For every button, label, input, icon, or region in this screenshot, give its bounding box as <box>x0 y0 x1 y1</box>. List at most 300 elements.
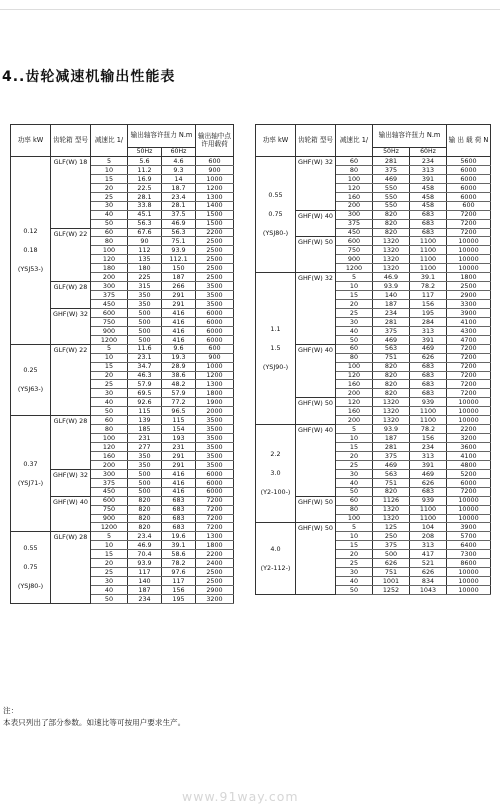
torque-50hz-cell: 139 <box>128 416 162 425</box>
load-cell: 7200 <box>447 219 491 228</box>
torque-60hz-cell: 391 <box>410 460 447 469</box>
torque-50hz-cell: 820 <box>128 523 162 532</box>
torque-50hz-cell: 375 <box>373 541 410 550</box>
load-cell: 6000 <box>447 192 491 201</box>
ratio-cell: 600 <box>336 237 373 246</box>
torque-60hz-cell: 416 <box>162 326 196 335</box>
torque-60hz-cell: 291 <box>162 291 196 300</box>
torque-50hz-cell: 23.4 <box>128 532 162 541</box>
torque-50hz-cell: 820 <box>373 371 410 380</box>
ratio-cell: 25 <box>91 568 128 577</box>
torque-60hz-cell: 19.3 <box>162 353 196 362</box>
load-cell: 3900 <box>447 308 491 317</box>
ratio-cell: 20 <box>336 550 373 559</box>
torque-60hz-cell: 1100 <box>410 416 447 425</box>
ratio-cell: 25 <box>91 192 128 201</box>
ratio-cell: 80 <box>336 353 373 362</box>
torque-60hz-cell: 28.1 <box>162 201 196 210</box>
ratio-cell: 10 <box>91 165 128 174</box>
torque-50hz-cell: 820 <box>373 219 410 228</box>
torque-50hz-cell: 500 <box>373 550 410 559</box>
torque-50hz-cell: 350 <box>128 291 162 300</box>
torque-60hz-cell: 39.1 <box>410 273 447 282</box>
ratio-cell: 60 <box>336 496 373 505</box>
torque-50hz-cell: 33.8 <box>128 201 162 210</box>
ratio-cell: 5 <box>336 273 373 282</box>
torque-50hz-cell: 563 <box>373 469 410 478</box>
watermark: www.91way.com <box>182 789 299 804</box>
torque-50hz-cell: 70.4 <box>128 550 162 559</box>
torque-60hz-cell: 46.9 <box>162 219 196 228</box>
torque-60hz-cell: 97.6 <box>162 568 196 577</box>
load-cell: 5600 <box>447 157 491 166</box>
torque-50hz-cell: 67.6 <box>128 228 162 237</box>
torque-50hz-cell: 187 <box>373 434 410 443</box>
torque-50hz-cell: 11.2 <box>128 165 162 174</box>
torque-50hz-cell: 234 <box>128 594 162 603</box>
torque-60hz-cell: 683 <box>162 523 196 532</box>
torque-60hz-cell: 683 <box>410 380 447 389</box>
footnote <box>3 705 185 729</box>
torque-50hz-cell: 1320 <box>373 407 410 416</box>
torque-50hz-cell: 69.5 <box>128 389 162 398</box>
power-label: 1.1 <box>270 325 281 334</box>
torque-60hz-cell: 391 <box>410 174 447 183</box>
ratio-cell: 5 <box>91 344 128 353</box>
load-cell: 7200 <box>447 210 491 219</box>
torque-50hz-cell: 1320 <box>373 514 410 523</box>
table-row <box>11 157 234 166</box>
torque-50hz-cell: 90 <box>128 237 162 246</box>
power-label: (YSJ80-) <box>17 582 44 591</box>
table-row <box>11 416 234 425</box>
ratio-cell: 5 <box>336 425 373 434</box>
torque-60hz-cell: 416 <box>162 317 196 326</box>
ratio-cell: 100 <box>336 514 373 523</box>
torque-50hz-cell: 820 <box>373 210 410 219</box>
ratio-cell: 1200 <box>91 523 128 532</box>
load-cell: 7200 <box>447 362 491 371</box>
torque-60hz-cell: 78.2 <box>410 282 447 291</box>
torque-60hz-cell: 313 <box>410 451 447 460</box>
ratio-cell: 160 <box>336 192 373 201</box>
torque-50hz-cell: 500 <box>128 326 162 335</box>
ratio-cell: 100 <box>91 246 128 255</box>
load-cell: 4100 <box>447 317 491 326</box>
power-label: 1.5 <box>270 344 281 353</box>
torque-60hz-cell: 1100 <box>410 505 447 514</box>
ratio-cell: 450 <box>91 300 128 309</box>
ratio-cell: 5 <box>336 523 373 532</box>
ratio-cell: 200 <box>91 460 128 469</box>
torque-60hz-cell: 416 <box>162 487 196 496</box>
torque-50hz-cell: 350 <box>128 460 162 469</box>
load-cell: 3500 <box>196 443 234 452</box>
load-cell: 4300 <box>447 326 491 335</box>
power-label: 0.55 <box>268 191 283 200</box>
torque-50hz-cell: 820 <box>373 228 410 237</box>
ratio-cell: 160 <box>91 451 128 460</box>
col-header-power: 功率 kW <box>11 125 51 157</box>
ratio-cell: 100 <box>336 174 373 183</box>
torque-60hz-cell: 626 <box>410 353 447 362</box>
ratio-cell: 750 <box>91 317 128 326</box>
ratio-cell: 200 <box>91 273 128 282</box>
power-label: 4.0 <box>270 544 281 553</box>
torque-50hz-cell: 751 <box>373 568 410 577</box>
torque-60hz-cell: 291 <box>162 451 196 460</box>
torque-50hz-cell: 277 <box>128 443 162 452</box>
torque-50hz-cell: 315 <box>128 282 162 291</box>
ratio-cell: 20 <box>91 183 128 192</box>
torque-60hz-cell: 231 <box>162 443 196 452</box>
load-cell: 600 <box>447 201 491 210</box>
torque-60hz-cell: 156 <box>410 434 447 443</box>
torque-60hz-cell: 313 <box>410 326 447 335</box>
torque-50hz-cell: 46.3 <box>128 371 162 380</box>
torque-60hz-cell: 93.9 <box>162 246 196 255</box>
load-cell: 6000 <box>447 478 491 487</box>
load-cell: 6000 <box>196 308 234 317</box>
power-cell <box>11 532 51 604</box>
torque-60hz-cell: 469 <box>410 344 447 353</box>
ratio-cell: 30 <box>336 568 373 577</box>
ratio-cell: 25 <box>336 559 373 568</box>
torque-60hz-cell: 939 <box>410 398 447 407</box>
ratio-cell: 600 <box>91 308 128 317</box>
ratio-cell: 10 <box>336 532 373 541</box>
torque-60hz-cell: 291 <box>162 300 196 309</box>
torque-50hz-cell: 563 <box>373 344 410 353</box>
load-cell: 2900 <box>196 586 234 595</box>
right-performance-table <box>255 124 491 595</box>
torque-50hz-cell: 375 <box>373 326 410 335</box>
torque-60hz-cell: 683 <box>410 371 447 380</box>
ratio-cell: 1200 <box>336 264 373 273</box>
torque-50hz-cell: 350 <box>128 451 162 460</box>
torque-50hz-cell: 22.5 <box>128 183 162 192</box>
load-cell: 3200 <box>196 594 234 603</box>
load-cell: 3500 <box>196 434 234 443</box>
ratio-cell: 300 <box>91 469 128 478</box>
load-cell: 10000 <box>447 505 491 514</box>
ratio-cell: 30 <box>91 577 128 586</box>
ratio-cell: 120 <box>91 443 128 452</box>
load-cell: 7200 <box>196 505 234 514</box>
load-cell: 3600 <box>447 443 491 452</box>
load-cell: 7200 <box>447 353 491 362</box>
col-header-ratio: 减速比 1/ <box>91 125 128 157</box>
load-cell: 900 <box>196 353 234 362</box>
load-cell: 7200 <box>447 344 491 353</box>
torque-50hz-cell: 751 <box>373 478 410 487</box>
torque-50hz-cell: 46.9 <box>128 541 162 550</box>
ratio-cell: 900 <box>91 514 128 523</box>
gear-model-cell: GHF(W) 50 <box>296 237 336 273</box>
ratio-cell: 120 <box>336 183 373 192</box>
torque-60hz-cell: 458 <box>410 192 447 201</box>
gear-model-cell: GHF(W) 50 <box>296 398 336 425</box>
power-label: 3.0 <box>270 469 281 478</box>
ratio-cell: 50 <box>336 335 373 344</box>
torque-50hz-cell: 500 <box>128 308 162 317</box>
table-row <box>256 425 491 434</box>
col-header-ratio: 减速比 1/ <box>336 125 373 157</box>
torque-60hz-cell: 939 <box>410 496 447 505</box>
torque-60hz-cell: 1100 <box>410 237 447 246</box>
ratio-cell: 15 <box>336 291 373 300</box>
load-cell: 1300 <box>196 192 234 201</box>
ratio-cell: 375 <box>336 219 373 228</box>
torque-50hz-cell: 1001 <box>373 577 410 586</box>
load-cell: 7300 <box>447 550 491 559</box>
load-cell: 6000 <box>196 469 234 478</box>
gear-model-cell: GLF(W) 18 <box>51 157 91 229</box>
torque-50hz-cell: 93.9 <box>373 425 410 434</box>
load-cell: 6000 <box>447 174 491 183</box>
torque-60hz-cell: 156 <box>410 300 447 309</box>
load-cell: 6000 <box>196 478 234 487</box>
ratio-cell: 25 <box>91 380 128 389</box>
load-cell: 2500 <box>196 264 234 273</box>
load-cell: 2200 <box>196 228 234 237</box>
col-header-60hz: 60Hz <box>162 148 196 157</box>
power-cell <box>256 157 296 273</box>
power-label: 0.25 <box>23 365 38 374</box>
power-cell <box>11 416 51 532</box>
torque-60hz-cell: 416 <box>162 469 196 478</box>
torque-60hz-cell: 38.6 <box>162 371 196 380</box>
load-cell: 6400 <box>447 541 491 550</box>
ratio-cell: 50 <box>336 586 373 595</box>
load-cell: 3900 <box>447 523 491 532</box>
torque-60hz-cell: 417 <box>410 550 447 559</box>
load-cell: 5700 <box>447 532 491 541</box>
ratio-cell: 900 <box>91 326 128 335</box>
gear-model-cell: GLF(W) 28 <box>51 532 91 604</box>
torque-60hz-cell: 117 <box>410 291 447 300</box>
ratio-cell: 10 <box>91 541 128 550</box>
torque-60hz-cell: 112.1 <box>162 255 196 264</box>
torque-60hz-cell: 683 <box>410 219 447 228</box>
footnote-text: 本表只列出了部分参数。如速比等可按用户要求生产。 <box>3 717 186 727</box>
load-cell: 2200 <box>447 425 491 434</box>
load-cell: 900 <box>196 165 234 174</box>
col-header-gear-model: 齿轮箱 型号 <box>51 125 91 157</box>
torque-50hz-cell: 115 <box>128 407 162 416</box>
load-cell: 10000 <box>447 237 491 246</box>
ratio-cell: 120 <box>91 255 128 264</box>
power-label: 2.2 <box>270 450 281 459</box>
torque-50hz-cell: 140 <box>373 291 410 300</box>
ratio-cell: 80 <box>336 505 373 514</box>
power-label: (YSJ53-) <box>17 264 44 273</box>
torque-60hz-cell: 77.2 <box>162 398 196 407</box>
ratio-cell: 120 <box>336 371 373 380</box>
load-cell: 10000 <box>447 568 491 577</box>
load-cell: 7200 <box>196 523 234 532</box>
torque-60hz-cell: 683 <box>162 514 196 523</box>
ratio-cell: 40 <box>336 326 373 335</box>
load-cell: 2500 <box>196 577 234 586</box>
ratio-cell: 40 <box>91 398 128 407</box>
torque-60hz-cell: 104 <box>410 523 447 532</box>
load-cell: 3500 <box>196 460 234 469</box>
power-cell <box>256 273 296 425</box>
ratio-cell: 20 <box>336 451 373 460</box>
col-header-torque: 输出轴容许扭力 N.m <box>128 125 196 148</box>
torque-50hz-cell: 820 <box>373 487 410 496</box>
ratio-cell: 450 <box>91 487 128 496</box>
torque-60hz-cell: 1100 <box>410 407 447 416</box>
col-header-50hz: 50Hz <box>128 148 162 157</box>
torque-50hz-cell: 28.1 <box>128 192 162 201</box>
load-cell: 2500 <box>447 282 491 291</box>
power-label: 0.75 <box>268 210 283 219</box>
torque-50hz-cell: 820 <box>128 496 162 505</box>
col-header-gear-model: 齿轮箱 型号 <box>296 125 336 157</box>
torque-60hz-cell: 1100 <box>410 264 447 273</box>
ratio-cell: 40 <box>336 577 373 586</box>
torque-50hz-cell: 469 <box>373 335 410 344</box>
load-cell: 6000 <box>196 335 234 344</box>
ratio-cell: 50 <box>336 487 373 496</box>
ratio-cell: 20 <box>336 300 373 309</box>
load-cell: 10000 <box>447 577 491 586</box>
torque-50hz-cell: 11.6 <box>128 344 162 353</box>
ratio-cell: 60 <box>91 416 128 425</box>
load-cell: 1800 <box>196 389 234 398</box>
torque-50hz-cell: 550 <box>373 201 410 210</box>
gear-model-cell: GHF(W) 50 <box>296 496 336 523</box>
torque-50hz-cell: 500 <box>128 469 162 478</box>
load-cell: 7200 <box>196 514 234 523</box>
ratio-cell: 15 <box>336 443 373 452</box>
torque-50hz-cell: 93.9 <box>373 282 410 291</box>
load-cell: 10000 <box>447 496 491 505</box>
load-cell: 1500 <box>196 219 234 228</box>
load-cell: 2500 <box>196 255 234 264</box>
ratio-cell: 80 <box>336 165 373 174</box>
torque-50hz-cell: 820 <box>373 389 410 398</box>
torque-60hz-cell: 57.9 <box>162 389 196 398</box>
ratio-cell: 900 <box>336 255 373 264</box>
gear-model-cell: GHF(W) 32 <box>296 273 336 345</box>
power-label: 0.18 <box>23 245 38 254</box>
torque-60hz-cell: 416 <box>162 308 196 317</box>
ratio-cell: 10 <box>336 282 373 291</box>
torque-60hz-cell: 291 <box>162 460 196 469</box>
load-cell: 7200 <box>447 228 491 237</box>
ratio-cell: 25 <box>336 308 373 317</box>
ratio-cell: 10 <box>336 434 373 443</box>
torque-50hz-cell: 281 <box>373 157 410 166</box>
load-cell: 10000 <box>447 264 491 273</box>
ratio-cell: 750 <box>91 505 128 514</box>
power-label: (Y2-112-) <box>260 563 291 572</box>
torque-60hz-cell: 14 <box>162 174 196 183</box>
load-cell: 10000 <box>447 398 491 407</box>
ratio-cell: 600 <box>91 496 128 505</box>
torque-60hz-cell: 48.2 <box>162 380 196 389</box>
table-row <box>256 273 491 282</box>
load-cell: 1000 <box>196 174 234 183</box>
torque-60hz-cell: 313 <box>410 165 447 174</box>
torque-50hz-cell: 550 <box>373 192 410 201</box>
torque-50hz-cell: 46.9 <box>373 273 410 282</box>
load-cell: 6000 <box>196 317 234 326</box>
load-cell: 2200 <box>196 550 234 559</box>
load-cell: 1900 <box>196 398 234 407</box>
ratio-cell: 375 <box>91 291 128 300</box>
torque-50hz-cell: 16.9 <box>128 174 162 183</box>
page-title: 4..齿轮减速机输出性能表 <box>2 69 176 85</box>
load-cell: 3500 <box>196 451 234 460</box>
load-cell: 2000 <box>196 407 234 416</box>
torque-50hz-cell: 187 <box>128 586 162 595</box>
torque-50hz-cell: 1320 <box>373 237 410 246</box>
gear-model-cell: GLF(W) 28 <box>51 416 91 470</box>
torque-50hz-cell: 234 <box>373 308 410 317</box>
power-cell <box>11 344 51 416</box>
load-cell: 1200 <box>196 183 234 192</box>
left-performance-table <box>10 124 234 604</box>
ratio-cell: 30 <box>91 389 128 398</box>
torque-60hz-cell: 58.6 <box>162 550 196 559</box>
ratio-cell: 30 <box>91 201 128 210</box>
torque-50hz-cell: 180 <box>128 264 162 273</box>
ratio-cell: 60 <box>91 228 128 237</box>
load-cell: 1500 <box>196 210 234 219</box>
torque-50hz-cell: 1320 <box>373 255 410 264</box>
load-cell: 5200 <box>447 469 491 478</box>
power-label: (YSJ80-) <box>262 229 289 238</box>
col-header-output-load: 输 出 载 荷 N <box>447 125 491 157</box>
torque-60hz-cell: 834 <box>410 577 447 586</box>
gear-model-cell: GHF(W) 50 <box>296 523 336 595</box>
torque-50hz-cell: 140 <box>128 577 162 586</box>
gear-model-cell: GHF(W) 40 <box>51 496 91 532</box>
ratio-cell: 50 <box>91 219 128 228</box>
torque-60hz-cell: 416 <box>162 335 196 344</box>
load-cell: 7200 <box>447 371 491 380</box>
torque-60hz-cell: 266 <box>162 282 196 291</box>
load-cell: 3500 <box>196 425 234 434</box>
power-label: (YSJ71-) <box>17 478 44 487</box>
torque-50hz-cell: 820 <box>373 362 410 371</box>
ratio-cell: 20 <box>91 559 128 568</box>
power-label: (Y2-100-) <box>260 488 291 497</box>
power-label: (YSJ63-) <box>17 384 44 393</box>
torque-60hz-cell: 626 <box>410 568 447 577</box>
torque-50hz-cell: 469 <box>373 460 410 469</box>
torque-50hz-cell: 375 <box>373 451 410 460</box>
gear-model-cell: GHF(W) 40 <box>296 210 336 237</box>
torque-50hz-cell: 135 <box>128 255 162 264</box>
ratio-cell: 5 <box>91 157 128 166</box>
ratio-cell: 120 <box>336 398 373 407</box>
torque-60hz-cell: 208 <box>410 532 447 541</box>
torque-60hz-cell: 78.2 <box>410 425 447 434</box>
torque-50hz-cell: 500 <box>128 335 162 344</box>
torque-60hz-cell: 96.5 <box>162 407 196 416</box>
torque-60hz-cell: 187 <box>162 273 196 282</box>
torque-50hz-cell: 117 <box>128 568 162 577</box>
load-cell: 4700 <box>447 335 491 344</box>
torque-50hz-cell: 500 <box>128 478 162 487</box>
torque-50hz-cell: 57.9 <box>128 380 162 389</box>
torque-60hz-cell: 416 <box>162 478 196 487</box>
